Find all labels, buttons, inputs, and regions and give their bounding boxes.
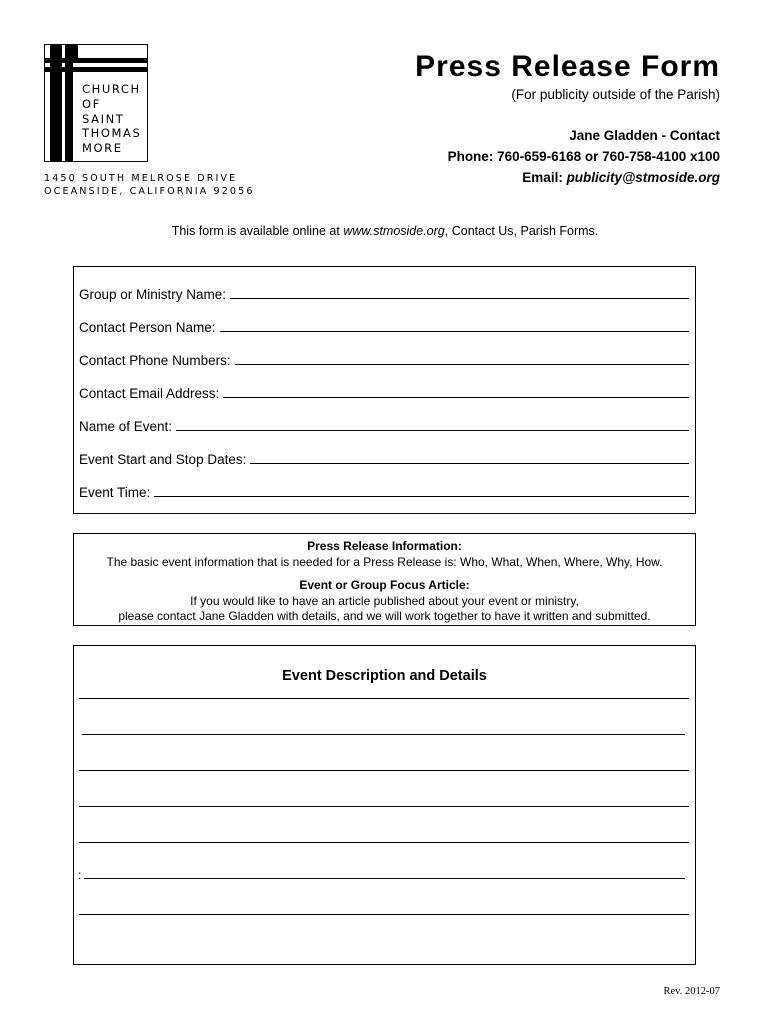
description-line-3[interactable] [79, 770, 689, 771]
email-label: Email: [522, 170, 567, 185]
address-line-1: 1450 SOUTH MELROSE DRIVE [44, 173, 238, 184]
website-link[interactable]: www.stmoside.org [343, 224, 445, 238]
page-subtitle: (For publicity outside of the Parish) [511, 87, 720, 102]
field-contact-phone-numbers [79, 353, 689, 368]
description-line-2[interactable] [82, 734, 685, 735]
contact-phone-numbers-input-line[interactable] [235, 364, 689, 365]
description-line-5[interactable] [79, 842, 689, 843]
field-name-of-event [79, 419, 689, 434]
field-label: Event Start and Stop Dates: [79, 452, 247, 467]
contact-email-address-input-line[interactable] [223, 397, 689, 398]
description-line-4[interactable] [79, 806, 689, 807]
online-note-after: , Contact Us, Parish Forms. [444, 224, 599, 238]
contact-person-name-input-line[interactable] [220, 331, 689, 332]
field-label: Contact Phone Numbers: [79, 353, 231, 368]
event-description-title: Event Description and Details [282, 668, 487, 684]
field-label: Contact Email Address: [79, 386, 220, 401]
logo-line-of: OF [82, 96, 101, 111]
field-event-dates [79, 452, 689, 467]
description-line-7[interactable] [79, 914, 689, 915]
contact-email [522, 170, 720, 185]
logo-line-church: CHURCH [82, 82, 141, 96]
logo-line-thomas: THOMAS [82, 126, 142, 141]
field-label: Name of Event: [79, 419, 173, 434]
focus-article-text-2: please contact Jane Gladden with details, and we will work together to have it written and submitted. [118, 608, 651, 623]
field-group-ministry-name [79, 287, 689, 302]
description-line-6[interactable] [84, 878, 685, 879]
logo-line-more: MORE [82, 141, 123, 156]
field-contact-email-address [79, 386, 689, 401]
press-release-info-heading: Press Release Information: [307, 539, 462, 553]
address-line-2: OCEANSIDE, CALIFORNIA 92056 [44, 186, 255, 197]
field-label: Contact Person Name: [79, 320, 216, 335]
press-release-info-box [73, 533, 696, 626]
church-address [44, 172, 255, 198]
page-title: Press Release Form [415, 50, 720, 83]
field-contact-person-name [79, 320, 689, 335]
event-dates-input-line[interactable] [250, 463, 689, 464]
email-address[interactable]: publicity@stmoside.org [566, 170, 720, 185]
focus-article-heading: Event or Group Focus Article: [299, 578, 470, 593]
group-ministry-name-input-line[interactable] [230, 298, 689, 299]
field-label: Group or Ministry Name: [79, 287, 227, 302]
event-time-input-line[interactable] [154, 496, 689, 497]
online-note-before: This form is available online at [171, 224, 344, 238]
description-line-1[interactable] [79, 698, 689, 699]
press-release-info-text: The basic event information that is needed for a Press Release is: Who, What, When, Where, Why, How. [106, 555, 663, 570]
field-event-time [79, 485, 689, 500]
logo-line-saint: SAINT [82, 111, 125, 126]
focus-article-text-1: If you would like to have an article published about your event or ministry, [190, 593, 579, 608]
name-of-event-input-line[interactable] [176, 430, 689, 431]
contact-phone: Phone: 760-659-6168 or 760-758-4100 x100 [447, 149, 720, 164]
logo-text [82, 82, 141, 156]
revision-label: Rev. 2012-07 [663, 986, 720, 997]
description-colon: : [78, 868, 82, 882]
contact-name: Jane Gladden - Contact [569, 128, 720, 143]
event-info-fields-box [73, 266, 696, 514]
online-availability-note [0, 224, 770, 238]
event-description-box [73, 645, 696, 965]
field-label: Event Time: [79, 485, 151, 500]
